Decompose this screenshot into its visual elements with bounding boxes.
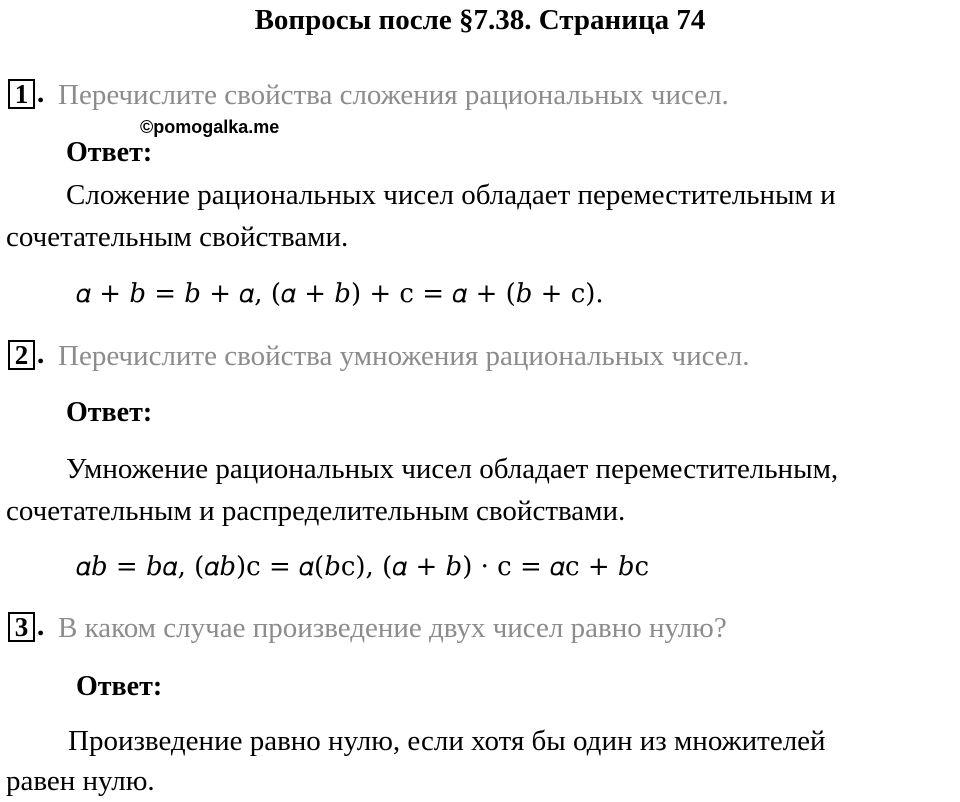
answer-text-line: сочетательным и распределительным свойствами.: [6, 495, 626, 527]
page-title: Вопросы после §7.38. Страница 74: [254, 4, 706, 36]
question-text: В каком случае произведение двух чисел равно нулю?: [58, 612, 727, 644]
question-text: Перечислите свойства умножения рациональных чисел.: [58, 340, 750, 372]
question-text: Перечислите свойства сложения рациональных чисел.: [58, 79, 729, 111]
answer-text-line: Сложение рациональных чисел обладает переместительным и: [66, 179, 836, 211]
question-number-box: 1: [8, 79, 35, 109]
answer-formula: 𝛼𝑏 = 𝑏𝛼, (𝛼𝑏)с = 𝛼(𝑏с), (𝛼 + 𝑏) · с = 𝛼с + 𝑏с: [76, 552, 650, 582]
answer-text-line: сочетательным свойствами.: [6, 221, 349, 253]
question-number-dot: .: [37, 610, 45, 642]
answer-label: Ответ:: [66, 137, 153, 168]
question-number-dot: .: [37, 338, 45, 370]
question-number-dot: .: [37, 77, 45, 109]
question-number-box: 3: [8, 612, 35, 642]
question-number-box: 2: [8, 340, 35, 370]
answer-label: Ответ:: [76, 671, 163, 702]
answer-text-line: Произведение равно нулю, если хотя бы один из множителей: [68, 725, 826, 757]
watermark: ©pomogalka.me: [140, 117, 280, 137]
answer-formula: 𝛼 + 𝑏 = 𝑏 + 𝛼, (𝛼 + 𝑏) + с = 𝛼 + (𝑏 + с).: [76, 279, 604, 309]
answer-text-line: равен нулю.: [6, 765, 155, 797]
answer-label: Ответ:: [66, 397, 153, 428]
answer-text-line: Умножение рациональных чисел обладает переместительным,: [66, 453, 839, 485]
